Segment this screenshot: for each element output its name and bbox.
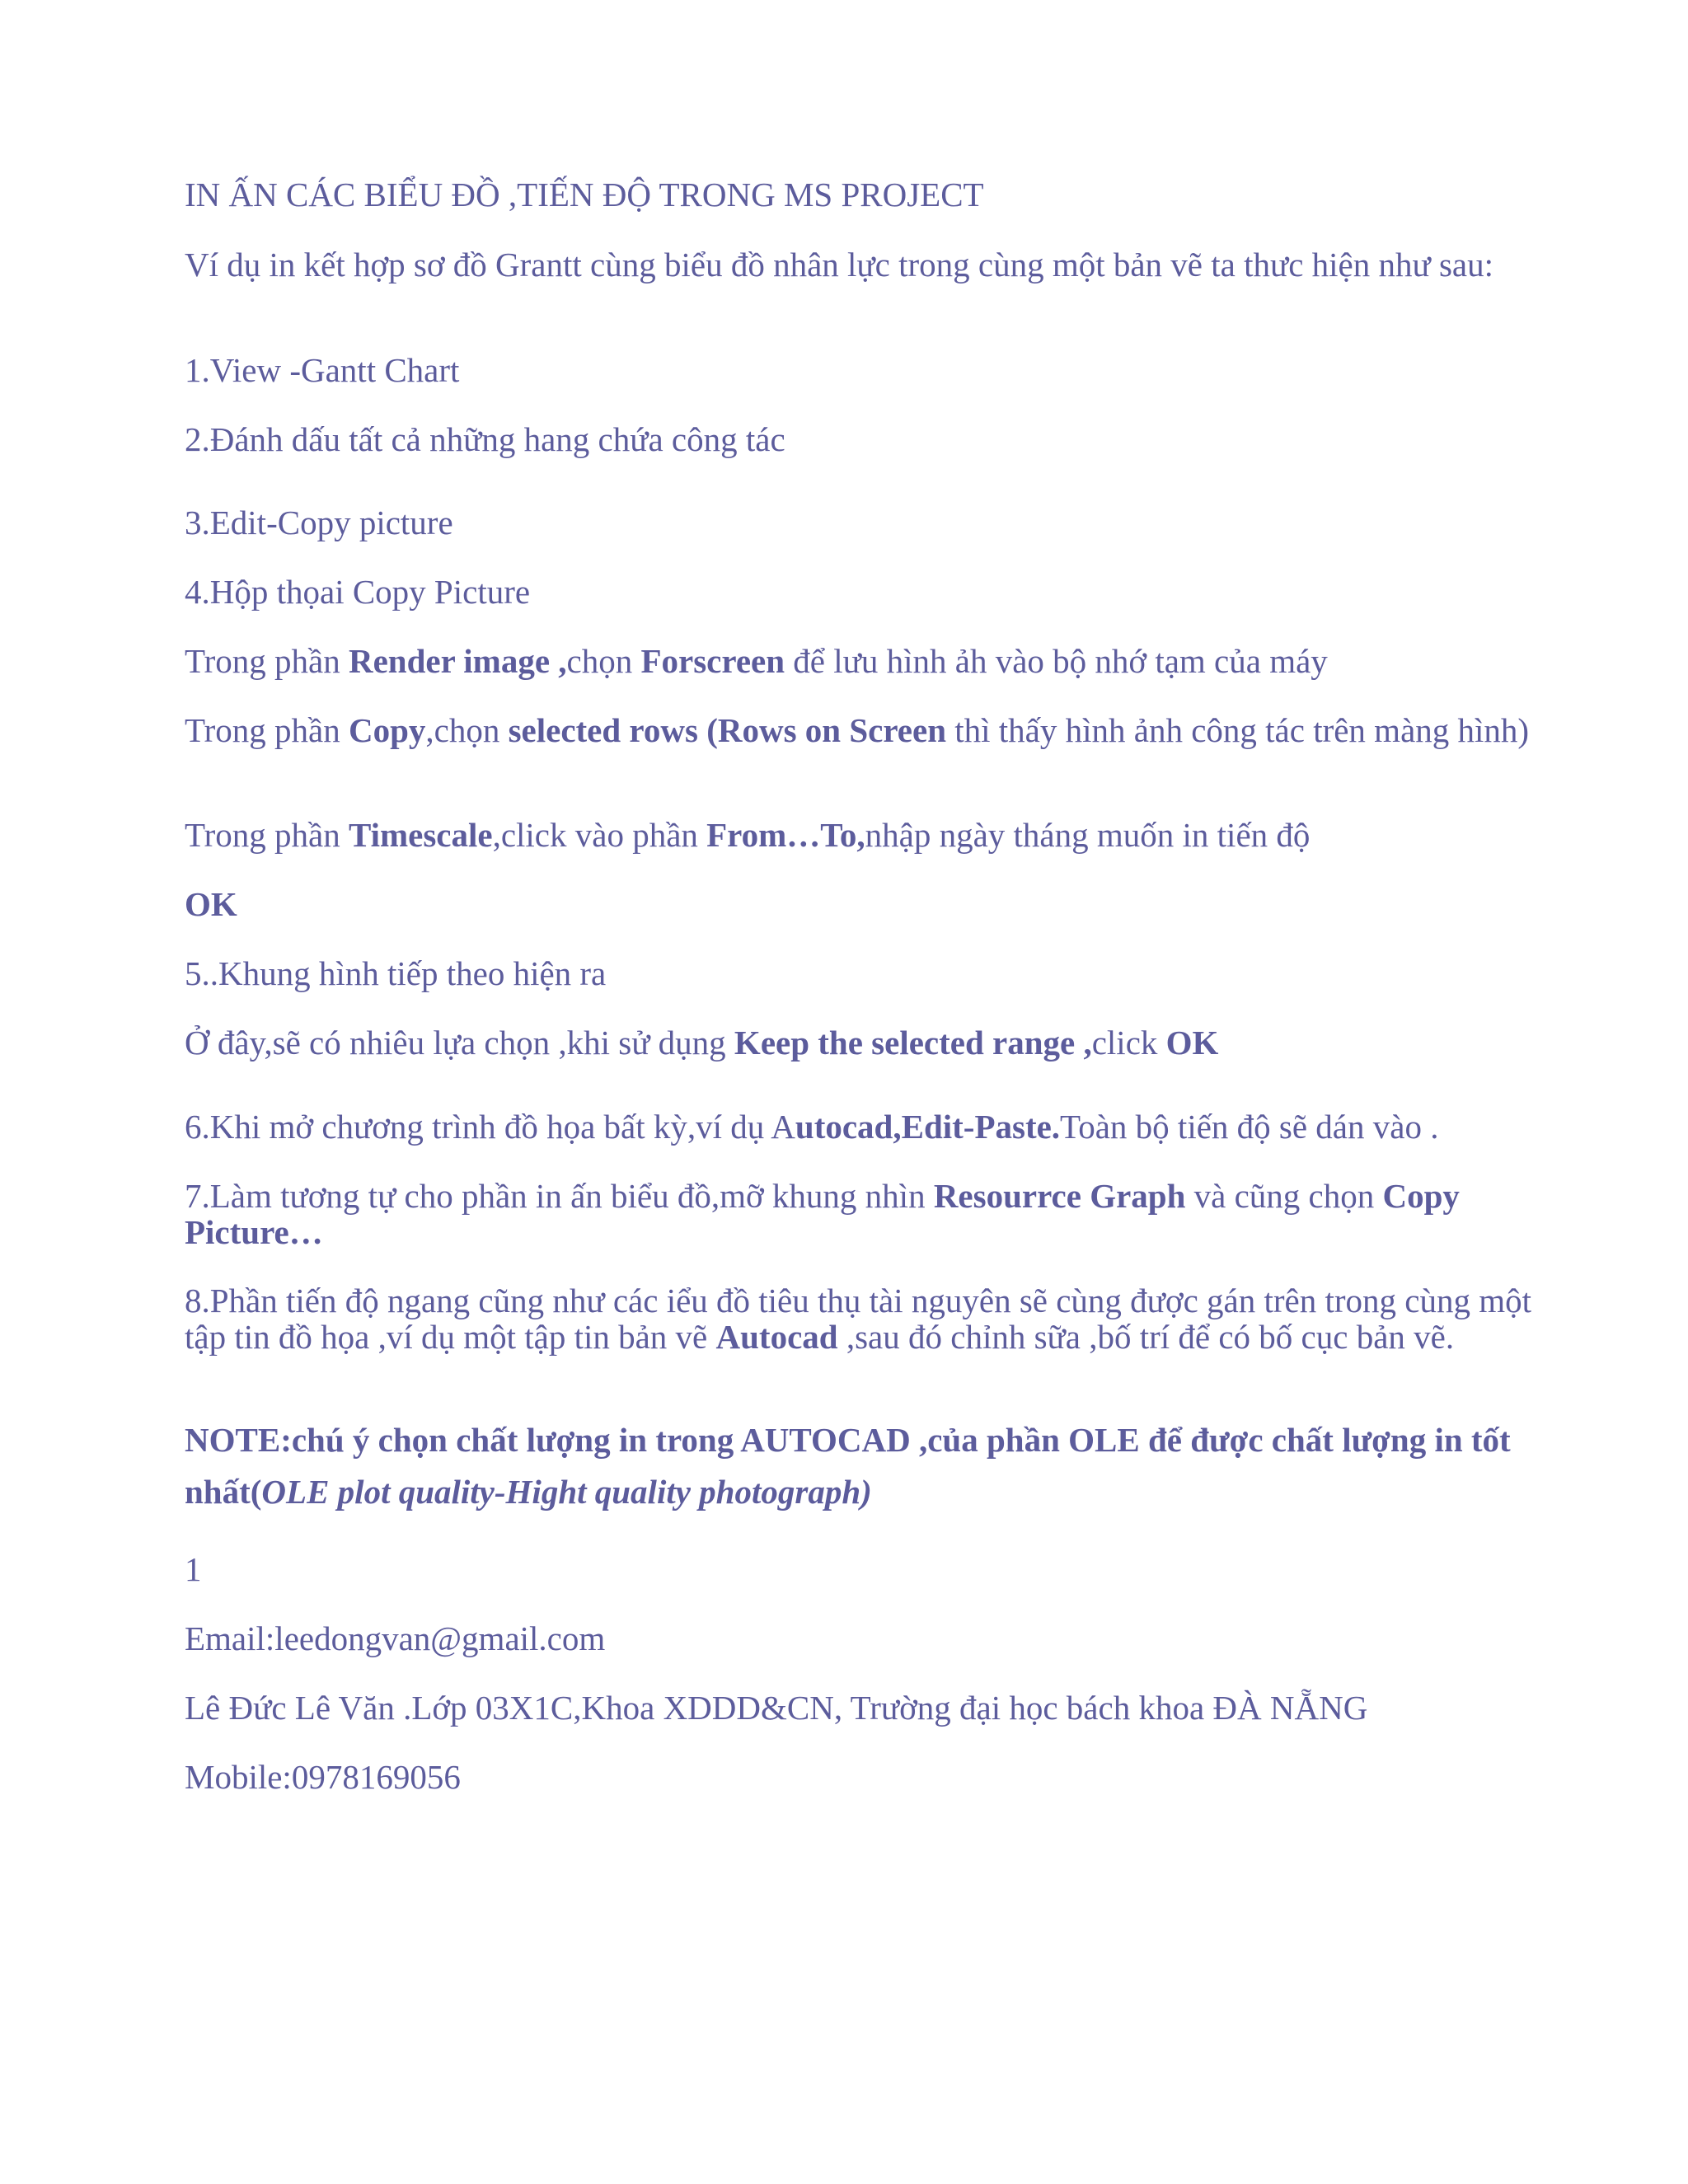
keep-bold-2: OK bbox=[1165, 1024, 1219, 1062]
keep-bold-1: Keep the selected range , bbox=[734, 1024, 1092, 1062]
step-1: 1.View -Gantt Chart bbox=[185, 351, 460, 389]
copy-bold-1: Copy bbox=[348, 711, 426, 749]
step-2: 2.Đánh dấu tất cả những hang chứa công tác bbox=[185, 420, 785, 458]
copy-text-2: ,chọn bbox=[425, 711, 509, 749]
step7-text-1: 7.Làm tương tự cho phần in ấn biểu đồ,mỡ khung nhìn bbox=[185, 1177, 934, 1215]
timescale-text-1: Trong phần bbox=[185, 816, 349, 854]
render-image-paragraph bbox=[185, 643, 1536, 679]
render-bold-2: Forscreen bbox=[640, 642, 785, 680]
note-bold: NOTE:chú ý chọn chất lượng in trong AUTOCAD ,của phần OLE để được chất lượng in tốt nhất( bbox=[185, 1421, 1511, 1511]
note-paragraph bbox=[185, 1414, 1536, 1518]
copy-paragraph bbox=[185, 712, 1536, 748]
step6-bold-1: utocad,Edit-Paste. bbox=[795, 1108, 1061, 1146]
mobile-line: Mobile:0978169056 bbox=[185, 1758, 461, 1796]
intro-paragraph: Ví dụ in kết hợp sơ đồ Grantt cùng biểu đồ nhân lực trong cùng một bản vẽ ta thưc hiện như sau: bbox=[185, 246, 1494, 284]
step-3: 3.Edit-Copy picture bbox=[185, 504, 453, 541]
author-line: Lê Đức Lê Văn .Lớp 03X1C,Khoa XDDD&CN, Trường đại học bách khoa ĐÀ NẴNG bbox=[185, 1689, 1368, 1727]
timescale-paragraph bbox=[185, 817, 1536, 853]
step-7 bbox=[185, 1178, 1536, 1250]
render-text-2: chọn bbox=[566, 642, 641, 680]
step7-text-2: và cũng chọn bbox=[1185, 1177, 1383, 1215]
timescale-bold-1: Timescale bbox=[348, 816, 493, 854]
note-bold-italic: OLE plot quality-Hight quality photograph) bbox=[261, 1473, 872, 1511]
step6-text-2: Toàn bộ tiến độ sẽ dán vào . bbox=[1060, 1108, 1439, 1146]
page-number: 1 bbox=[185, 1550, 202, 1588]
keep-text-1: Ở đây,sẽ có nhiêu lựa chọn ,khi sử dụng bbox=[185, 1024, 734, 1062]
timescale-bold-2: From…To, bbox=[706, 816, 865, 854]
copy-bold-2: selected rows (Rows on Screen bbox=[508, 711, 946, 749]
copy-text-3: thì thấy hình ảnh công tác trên màng hình) bbox=[946, 711, 1530, 749]
timescale-text-3: nhập ngày tháng muốn in tiến độ bbox=[865, 816, 1311, 854]
render-text-3: để lưu hình ảh vào bộ nhớ tạm của máy bbox=[785, 642, 1328, 680]
email-line: Email:leedongvan@gmail.com bbox=[185, 1619, 606, 1657]
step8-text-1: 8.Phần tiến độ ngang cũng như các iểu đồ tiêu thụ tài nguyên sẽ cùng được gán trên trong cùng một tập tin đồ họa ,ví dụ một tập tin bản vẽ bbox=[185, 1282, 1531, 1356]
keep-range-paragraph bbox=[185, 1024, 1536, 1061]
copy-text-1: Trong phần bbox=[185, 711, 349, 749]
render-bold-1: Render image , bbox=[348, 642, 567, 680]
keep-text-2: click bbox=[1091, 1024, 1166, 1062]
step8-bold-1: Autocad bbox=[715, 1318, 838, 1356]
step7-bold-1: Resourrce Graph bbox=[933, 1177, 1186, 1215]
step7-bold-2: Copy Picture… bbox=[185, 1177, 1460, 1251]
render-text-1: Trong phần bbox=[185, 642, 349, 680]
ok-line: OK bbox=[185, 885, 237, 923]
step-6 bbox=[185, 1108, 1536, 1145]
step6-text-1: 6.Khi mở chương trình đồ họa bất kỳ,ví dụ A bbox=[185, 1108, 795, 1146]
step-4: 4.Hộp thọai Copy Picture bbox=[185, 573, 531, 611]
step-5: 5..Khung hình tiếp theo hiện ra bbox=[185, 954, 607, 992]
step8-text-2: ,sau đó chỉnh sữa ,bố trí để có bố cục bản vẽ. bbox=[837, 1318, 1455, 1356]
step-8 bbox=[185, 1282, 1536, 1355]
document-title: IN ẤN CÁC BIỂU ĐỒ ,TIẾN ĐỘ TRONG MS PROJECT bbox=[185, 176, 984, 213]
timescale-text-2: ,click vào phần bbox=[492, 816, 707, 854]
